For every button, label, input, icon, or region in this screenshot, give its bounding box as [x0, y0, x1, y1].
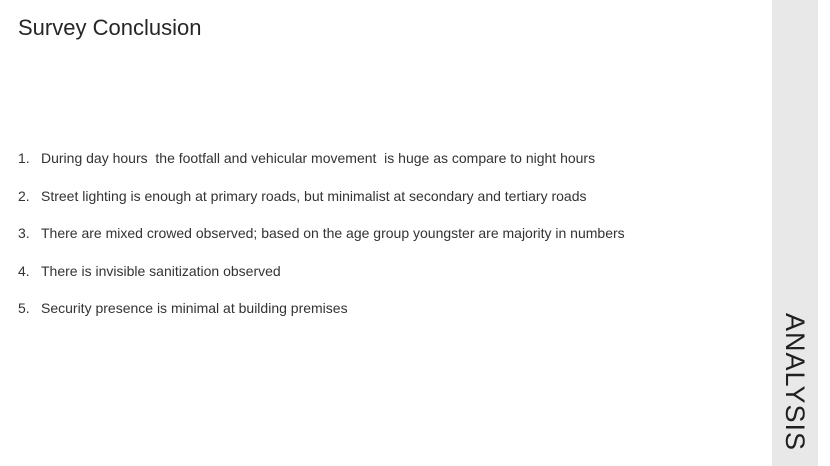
- list-item-number: 3.: [18, 225, 30, 241]
- list-item-number: 1.: [18, 150, 30, 166]
- list-item-text: There are mixed crowed observed; based on the age group youngster are majority in numbers: [41, 225, 625, 241]
- list-item-number: 4.: [18, 262, 30, 279]
- list-item: [18, 149, 738, 167]
- list-item: [18, 262, 738, 280]
- list-item-text: Security presence is minimal at building premises: [41, 300, 348, 316]
- list-item: [18, 187, 738, 205]
- list-item-number: 5.: [18, 300, 30, 316]
- conclusion-list: [18, 149, 738, 337]
- list-item-text: There is invisible sanitization observed: [41, 262, 281, 279]
- list-item-text: Street lighting is enough at primary roads, but minimalist at secondary and tertiary roads: [41, 187, 587, 204]
- list-item: [18, 224, 738, 242]
- list-item-text: During day hours the footfall and vehicular movement is huge as compare to night hours: [41, 150, 596, 166]
- slide-title: Survey Conclusion: [18, 15, 202, 40]
- side-label: [772, 312, 818, 452]
- list-item: [18, 299, 738, 317]
- list-item-number: 2.: [18, 187, 30, 204]
- side-label-text: ANALYSIS: [780, 312, 810, 452]
